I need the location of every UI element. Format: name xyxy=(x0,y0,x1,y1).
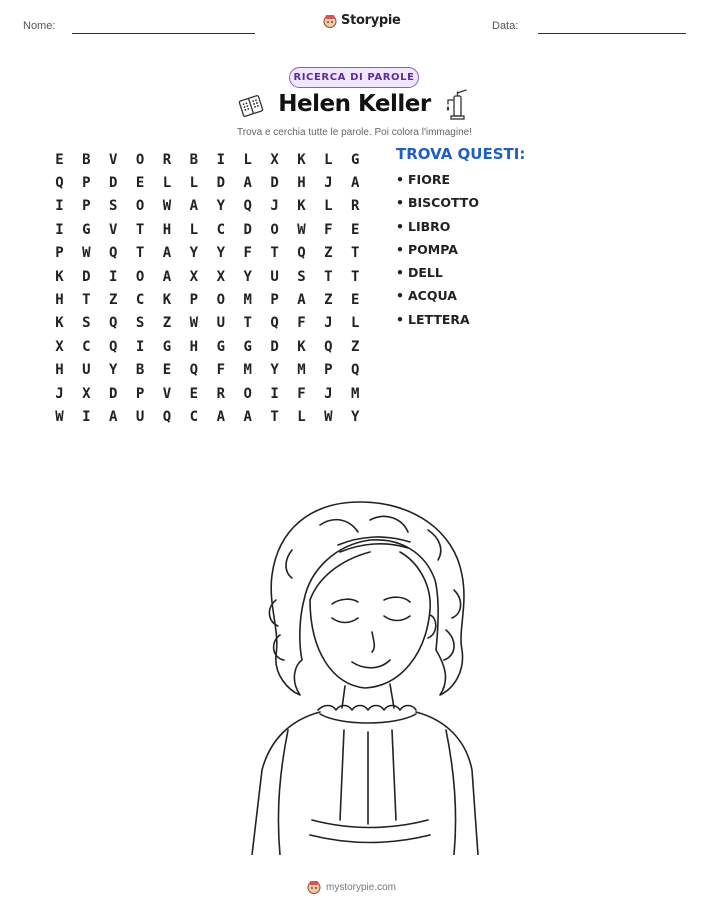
grid-cell[interactable]: Z xyxy=(324,292,333,309)
storypie-logo-icon xyxy=(323,14,337,28)
grid-cell[interactable]: Z xyxy=(162,315,172,332)
grid-cell[interactable]: W xyxy=(55,408,64,425)
grid-cell[interactable]: M xyxy=(243,362,252,379)
word-list-item xyxy=(396,265,479,288)
bullet: • xyxy=(396,265,404,281)
grid-cell[interactable]: O xyxy=(216,292,225,309)
grid-cell[interactable]: J xyxy=(324,175,333,192)
word-list xyxy=(396,172,479,335)
grid-cell[interactable]: F xyxy=(324,221,333,238)
grid-cell[interactable]: P xyxy=(82,175,91,192)
grid-cell[interactable]: G xyxy=(216,338,225,355)
grid-cell[interactable]: W xyxy=(297,221,306,238)
grid-cell[interactable]: L xyxy=(162,175,172,192)
grid-cell[interactable]: H xyxy=(55,292,64,309)
grid-cell[interactable]: V xyxy=(109,151,118,168)
grid-cell[interactable]: J xyxy=(324,385,333,402)
date-label: Data: xyxy=(492,20,519,32)
grid-cell[interactable]: U xyxy=(135,408,145,425)
grid-cell[interactable]: E xyxy=(351,221,360,238)
grid-cell[interactable]: D xyxy=(243,221,252,238)
storypie-logo-icon xyxy=(307,880,321,894)
grid-cell[interactable]: O xyxy=(135,268,145,285)
grid-cell[interactable]: E xyxy=(55,151,64,168)
grid-cell[interactable]: T xyxy=(135,245,145,262)
grid-cell[interactable]: S xyxy=(109,198,118,215)
grid-cell[interactable]: W xyxy=(162,198,172,215)
grid-cell[interactable]: C xyxy=(216,221,225,238)
grid-cell[interactable]: Q xyxy=(351,362,360,379)
grid-cell[interactable]: H xyxy=(55,362,64,379)
grid-cell[interactable]: L xyxy=(324,198,333,215)
word-label: BISCOTTO xyxy=(408,195,479,211)
grid-cell[interactable]: Y xyxy=(351,408,360,425)
grid-cell[interactable]: L xyxy=(297,408,306,425)
brand xyxy=(323,13,401,28)
grid-cell[interactable]: Y xyxy=(109,362,118,379)
grid-cell[interactable]: I xyxy=(55,221,64,238)
grid-cell[interactable]: Y xyxy=(270,362,279,379)
grid-cell[interactable]: T xyxy=(135,221,145,238)
grid-cell[interactable]: A xyxy=(243,175,252,192)
footer xyxy=(307,880,396,894)
grid-cell[interactable]: Q xyxy=(297,245,306,262)
grid-cell[interactable]: Q xyxy=(55,175,64,192)
grid-cell[interactable]: K xyxy=(297,198,306,215)
grid-cell[interactable]: Y xyxy=(216,198,225,215)
grid-cell[interactable]: V xyxy=(109,221,118,238)
grid-cell[interactable]: R xyxy=(162,151,172,168)
grid-cell[interactable]: T xyxy=(270,408,279,425)
word-list-item xyxy=(396,195,479,218)
grid-cell[interactable]: D xyxy=(270,175,279,192)
grid-cell[interactable]: A xyxy=(189,198,199,215)
grid-cell[interactable]: S xyxy=(297,268,306,285)
grid-cell[interactable]: W xyxy=(82,245,91,262)
grid-cell[interactable]: H xyxy=(162,221,172,238)
word-list-item xyxy=(396,219,479,242)
grid-cell[interactable]: D xyxy=(109,385,118,402)
grid-cell[interactable]: P xyxy=(55,245,64,262)
grid-cell[interactable]: R xyxy=(216,385,225,402)
grid-cell[interactable]: A xyxy=(243,408,252,425)
grid-cell[interactable]: A xyxy=(162,268,172,285)
grid-cell[interactable]: M xyxy=(351,385,360,402)
word-search-grid xyxy=(46,148,369,429)
grid-cell[interactable]: H xyxy=(297,175,306,192)
grid-cell[interactable]: G xyxy=(351,151,360,168)
grid-cell[interactable]: S xyxy=(82,315,91,332)
grid-cell[interactable]: W xyxy=(324,408,333,425)
grid-cell[interactable]: F xyxy=(297,315,306,332)
grid-cell[interactable]: K xyxy=(162,292,172,309)
grid-cell[interactable]: F xyxy=(216,362,225,379)
grid-cell[interactable]: T xyxy=(270,245,279,262)
grid-cell[interactable]: X xyxy=(189,268,199,285)
grid-cell[interactable]: D xyxy=(270,338,279,355)
grid-cell[interactable]: T xyxy=(351,268,360,285)
grid-cell[interactable]: O xyxy=(243,385,252,402)
grid-cell[interactable]: U xyxy=(270,268,279,285)
grid-cell[interactable]: Q xyxy=(324,338,333,355)
grid-cell[interactable]: E xyxy=(162,362,172,379)
grid-cell[interactable]: C xyxy=(82,338,91,355)
grid-cell[interactable]: E xyxy=(189,385,199,402)
grid-cell[interactable]: G xyxy=(162,338,172,355)
grid-cell[interactable]: A xyxy=(162,245,172,262)
grid-cell[interactable]: R xyxy=(351,198,360,215)
grid-cell[interactable]: Q xyxy=(109,245,118,262)
grid-cell[interactable]: T xyxy=(351,245,360,262)
grid-cell[interactable]: Z xyxy=(109,292,118,309)
grid-cell[interactable]: S xyxy=(135,315,145,332)
grid-cell[interactable]: D xyxy=(82,268,91,285)
word-label: ACQUA xyxy=(408,288,457,304)
brand-name: Storypie xyxy=(341,13,401,28)
grid-cell[interactable]: O xyxy=(135,198,145,215)
grid-cell[interactable]: F xyxy=(243,245,252,262)
grid-cell[interactable]: A xyxy=(297,292,306,309)
grid-cell[interactable]: I xyxy=(109,268,118,285)
grid-cell[interactable]: Q xyxy=(109,315,118,332)
grid-cell[interactable]: G xyxy=(243,338,252,355)
grid-cell[interactable]: A xyxy=(109,408,118,425)
name-line xyxy=(72,33,255,34)
grid-cell[interactable]: P xyxy=(82,198,91,215)
grid-cell[interactable]: I xyxy=(216,151,225,168)
grid-cell[interactable]: W xyxy=(189,315,199,332)
grid-cell[interactable]: Y xyxy=(243,268,252,285)
word-list-item xyxy=(396,242,479,265)
bullet: • xyxy=(396,311,404,327)
name-label: Nome: xyxy=(23,20,56,32)
grid-cell[interactable]: L xyxy=(324,151,333,168)
bullet: • xyxy=(396,172,404,187)
grid-cell[interactable]: O xyxy=(270,221,279,238)
activity-badge: RICERCA DI PAROLE xyxy=(289,67,419,88)
grid-cell[interactable]: T xyxy=(243,315,252,332)
grid-cell[interactable]: A xyxy=(351,175,360,192)
grid-cell[interactable]: E xyxy=(135,175,145,192)
page-title: Helen Keller xyxy=(278,91,431,117)
grid-cell[interactable]: P xyxy=(270,292,279,309)
grid-cell[interactable]: J xyxy=(270,198,279,215)
grid-cell[interactable]: T xyxy=(324,268,333,285)
date-line xyxy=(538,33,686,34)
grid-cell[interactable]: I xyxy=(82,408,91,425)
grid-cell[interactable]: P xyxy=(324,362,333,379)
grid-cell[interactable]: Q xyxy=(162,408,172,425)
grid-cell[interactable]: Y xyxy=(189,245,199,262)
word-list-title: TROVA QUESTI: xyxy=(396,145,526,163)
word-list-item xyxy=(396,312,479,335)
grid-cell[interactable]: O xyxy=(135,151,145,168)
grid-cell[interactable]: Q xyxy=(189,362,199,379)
grid-cell[interactable]: K xyxy=(55,315,64,332)
grid-cell[interactable]: D xyxy=(109,175,118,192)
word-label: FIORE xyxy=(408,172,450,187)
grid-cell[interactable]: Q xyxy=(243,198,252,215)
grid-cell[interactable]: I xyxy=(55,198,64,215)
word-label: DELL xyxy=(408,265,443,281)
grid-cell[interactable]: X xyxy=(55,338,64,355)
grid-cell[interactable]: Q xyxy=(109,338,118,355)
grid-cell[interactable]: B xyxy=(189,151,199,168)
bullet: • xyxy=(396,195,404,211)
grid-cell[interactable]: D xyxy=(216,175,225,192)
grid-cell[interactable]: J xyxy=(55,385,64,402)
grid-cell[interactable]: P xyxy=(135,385,145,402)
helen-keller-coloring-illustration xyxy=(240,490,480,855)
grid-cell[interactable]: E xyxy=(351,292,360,309)
word-label: LETTERA xyxy=(408,311,470,327)
grid-cell[interactable]: B xyxy=(82,151,91,168)
bullet: • xyxy=(396,288,404,304)
word-list-item xyxy=(396,288,479,311)
grid-cell[interactable]: K xyxy=(55,268,64,285)
water-pump-icon xyxy=(444,88,472,122)
grid-cell[interactable]: U xyxy=(82,362,91,379)
grid-cell[interactable]: L xyxy=(351,315,360,332)
bullet: • xyxy=(396,218,404,234)
grid-cell[interactable]: K xyxy=(297,151,306,168)
grid-cell[interactable]: K xyxy=(297,338,306,355)
grid-cell[interactable]: T xyxy=(82,292,91,309)
grid-cell[interactable]: I xyxy=(135,338,145,355)
grid-cell[interactable]: Z xyxy=(351,338,360,355)
grid-cell[interactable]: Q xyxy=(270,315,279,332)
grid-cell[interactable]: P xyxy=(189,292,199,309)
grid-cell[interactable]: Y xyxy=(216,245,225,262)
grid-cell[interactable]: L xyxy=(243,151,252,168)
grid-cell[interactable]: L xyxy=(189,221,199,238)
grid-cell[interactable]: B xyxy=(135,362,145,379)
grid-cell[interactable]: C xyxy=(135,292,145,309)
grid-cell[interactable]: U xyxy=(216,315,225,332)
grid-cell[interactable]: X xyxy=(216,268,225,285)
footer-url[interactable]: mystorypie.com xyxy=(326,881,397,893)
grid-cell[interactable]: C xyxy=(189,408,199,425)
grid-cell[interactable]: J xyxy=(324,315,333,332)
grid-cell[interactable]: Z xyxy=(324,245,333,262)
grid-cell[interactable]: X xyxy=(270,151,279,168)
word-label: POMPA xyxy=(408,241,458,257)
grid-cell[interactable]: M xyxy=(297,362,306,379)
grid-cell[interactable]: X xyxy=(82,385,91,402)
instructions: Trova e cerchia tutte le parole. Poi colora l'immagine! xyxy=(237,127,472,138)
bullet: • xyxy=(396,241,404,257)
grid-cell[interactable]: H xyxy=(189,338,199,355)
grid-cell[interactable]: M xyxy=(243,292,252,309)
grid-cell[interactable]: V xyxy=(162,385,172,402)
grid-cell[interactable]: G xyxy=(82,221,91,238)
word-label: LIBRO xyxy=(408,218,451,234)
grid-cell[interactable]: F xyxy=(297,385,306,402)
word-list-item xyxy=(396,172,479,195)
grid-cell[interactable]: L xyxy=(189,175,199,192)
grid-cell[interactable]: I xyxy=(270,385,279,402)
grid-cell[interactable]: A xyxy=(216,408,225,425)
